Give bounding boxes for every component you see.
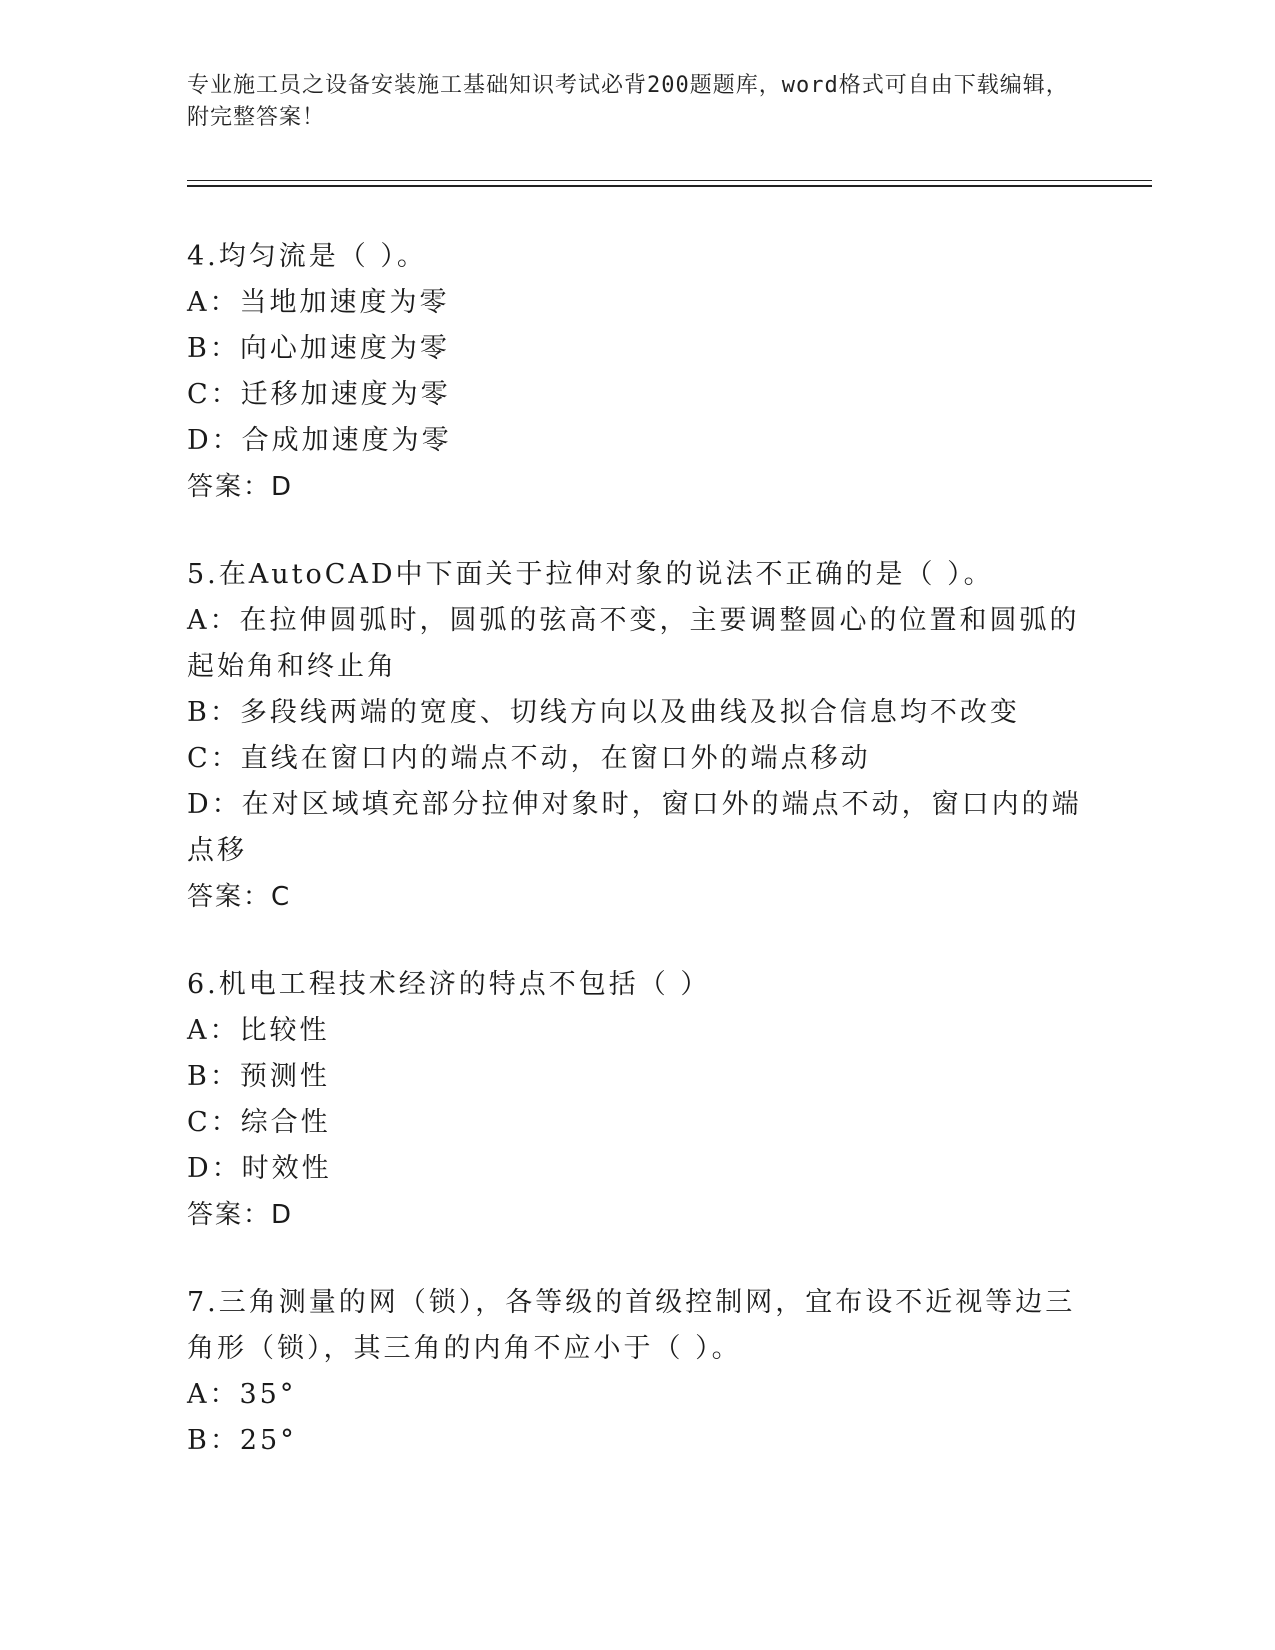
document-title: 专业施工员之设备安装施工基础知识考试必背200题题库，word格式可自由下载编辑，附完整答案！	[187, 73, 1069, 130]
option-a: A：在拉伸圆弧时，圆弧的弦高不变，主要调整圆心的位置和圆弧的起始角和终止角	[187, 605, 1080, 682]
question-stem: 4.均匀流是（ ）。	[187, 241, 427, 272]
option-d: D：在对区域填充部分拉伸对象时，窗口外的端点不动，窗口内的端点移	[187, 789, 1082, 866]
option-d: D：时效性	[187, 1153, 332, 1184]
question-stem: 5.在AutoCAD中下面关于拉伸对象的说法不正确的是（ ）。	[187, 559, 994, 590]
question-5	[187, 552, 1087, 920]
header-divider-bottom	[187, 185, 1152, 187]
option-b: B：多段线两端的宽度、切线方向以及曲线及拟合信息均不改变	[187, 697, 1020, 728]
option-d: D：合成加速度为零	[187, 425, 452, 456]
question-7	[187, 1280, 1087, 1464]
option-a: A：当地加速度为零	[187, 287, 450, 318]
option-b: B：预测性	[187, 1061, 330, 1092]
answer: 答案：C	[187, 882, 292, 912]
question-stem: 6.机电工程技术经济的特点不包括（ ）	[187, 969, 711, 1000]
option-b: B：向心加速度为零	[187, 333, 450, 364]
header-divider-top	[187, 180, 1152, 181]
option-a: A：比较性	[187, 1015, 330, 1046]
option-b: B：25°	[187, 1425, 297, 1456]
option-a: A：35°	[187, 1379, 297, 1410]
option-c: C：综合性	[187, 1107, 331, 1138]
question-4	[187, 234, 1087, 510]
question-list	[187, 234, 1087, 1506]
question-6	[187, 962, 1087, 1238]
answer: 答案：D	[187, 472, 294, 502]
option-c: C：直线在窗口内的端点不动，在窗口外的端点移动	[187, 743, 871, 774]
answer: 答案：D	[187, 1200, 294, 1230]
question-stem: 7.三角测量的网（锁），各等级的首级控制网，宜布设不近视等边三角形（锁），其三角的内角不应小于（ ）。	[187, 1287, 1076, 1364]
option-c: C：迁移加速度为零	[187, 379, 451, 410]
